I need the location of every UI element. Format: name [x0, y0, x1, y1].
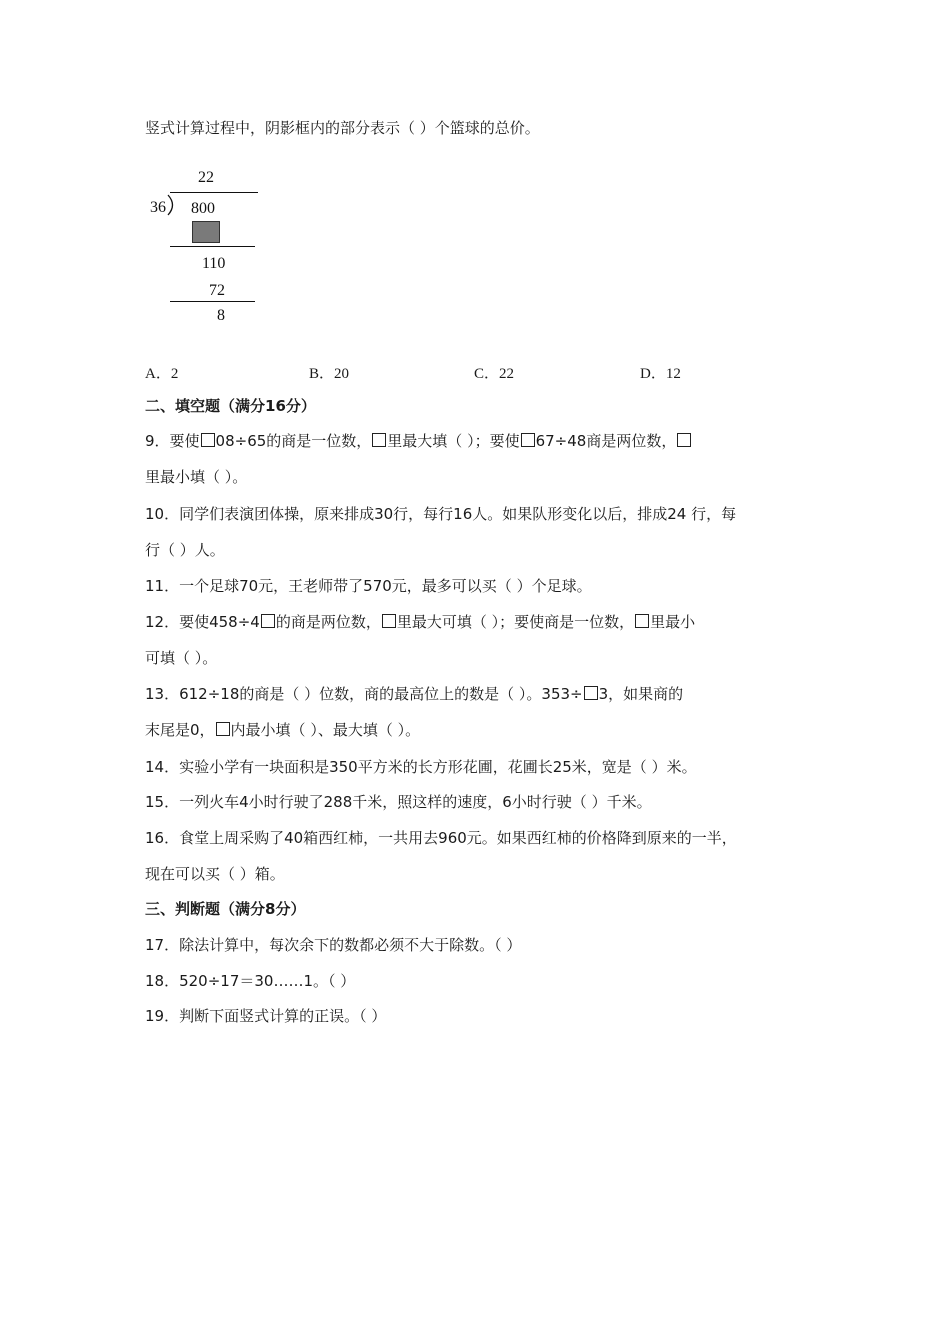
q17: 17．除法计算中，每次余下的数都必须不大于除数。（ ）	[145, 936, 522, 954]
partial-72: 72	[209, 282, 225, 299]
blank-box	[521, 433, 535, 447]
q15: 15．一列火车4小时行驶了288千米，照这样的速度，6小时行驶（ ）千米。	[145, 793, 652, 811]
q12-text-b: 的商是两位数，	[275, 613, 381, 631]
blank-box	[201, 433, 215, 447]
q9-text-c: 里最大填（ ）；要使	[387, 432, 520, 450]
q13-text-d: 内最小填（ ）、最大填（ ）。	[230, 721, 421, 739]
choice-a[interactable]: A．2	[145, 366, 179, 382]
blank-box	[216, 722, 230, 736]
q9-text-b: 08÷65的商是一位数，	[215, 432, 372, 450]
section2-heading: 二、填空题（满分16分）	[145, 397, 316, 415]
quotient: 22	[198, 169, 214, 186]
q10-line1: 10．同学们表演团体操，原来排成30行，每行16人。如果队形变化以后，排成24 行，每	[145, 505, 737, 523]
q11: 11．一个足球70元，王老师带了570元，最多可以买（ ）个足球。	[145, 577, 592, 595]
rule-2	[170, 301, 255, 302]
blank-box	[677, 433, 691, 447]
q16-line2: 现在可以买（ ）箱。	[145, 865, 285, 883]
q13-line1	[145, 684, 683, 704]
section3-heading: 三、判断题（满分8分）	[145, 900, 306, 918]
q9-text-a: 9．要使	[145, 432, 200, 450]
q12-line1	[145, 612, 695, 632]
q14: 14．实验小学有一块面积是350平方米的长方形花圃，花圃长25米，宽是（ ）米。	[145, 758, 697, 776]
q9-line2: 里最小填（ ）。	[145, 468, 248, 486]
q13-line2	[145, 720, 420, 740]
choice-c[interactable]: C．22	[474, 366, 515, 382]
choice-d[interactable]: D．12	[640, 366, 681, 382]
division-bracket	[166, 194, 178, 216]
choice-b[interactable]: B．20	[309, 366, 350, 382]
divisor: 36	[150, 199, 166, 216]
q12-text-a: 12．要使458÷4	[145, 613, 260, 631]
q18: 18．520÷17＝30……1。（ ）	[145, 972, 356, 990]
blank-box	[261, 614, 275, 628]
q12-text-d: 里最小	[650, 613, 696, 631]
dividend: 800	[191, 200, 215, 217]
q13-text-a: 13．612÷18的商是（ ）位数，商的最高位上的数是（ ）。353÷	[145, 685, 583, 703]
shaded-box	[192, 221, 220, 243]
q12-text-c: 里最大可填（ ）；要使商是一位数，	[396, 613, 635, 631]
partial-110: 110	[202, 255, 226, 272]
division-bar	[170, 192, 258, 193]
q8-stem: 竖式计算过程中，阴影框内的部分表示（ ）个篮球的总价。	[145, 119, 540, 137]
rule-1	[170, 246, 255, 247]
q10-line2: 行（ ）人。	[145, 541, 225, 559]
q9-line1	[145, 431, 692, 451]
blank-box	[584, 686, 598, 700]
q12-line2: 可填（ ）。	[145, 649, 218, 667]
remainder: 8	[217, 307, 225, 324]
blank-box	[372, 433, 386, 447]
blank-box	[635, 614, 649, 628]
q13-text-b: 3，如果商的	[598, 685, 684, 703]
q9-text-d: 67÷48商是两位数，	[535, 432, 677, 450]
blank-box	[382, 614, 396, 628]
q16-line1: 16．食堂上周采购了40箱西红柿，一共用去960元。如果西红柿的价格降到原来的一半，	[145, 829, 737, 847]
q13-text-c: 末尾是0，	[145, 721, 215, 739]
q19: 19．判断下面竖式计算的正误。（ ）	[145, 1007, 387, 1025]
